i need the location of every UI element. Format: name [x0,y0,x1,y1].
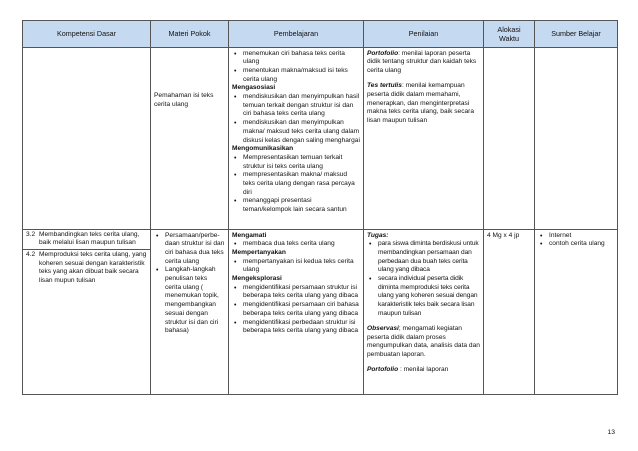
tugas-list [367,240,480,318]
table-row [23,48,618,230]
pembelajaran-cell [229,48,364,230]
sumber-list [538,232,614,249]
section-heading: Mempertanyakan [232,248,286,256]
observasi-text: ; mengamati kegiatan peserta didik dalam proses mengumpulkan data, analisis data dan pembuatan laporan. [367,325,480,359]
materi-cell [151,48,229,230]
page-number: 13 [607,429,615,436]
kd-text: Membandingkan teks cerita ulang, baik melalui lisan maupun tulisan [39,230,140,247]
list-item: • Persamaan/perbe-daan struktur isi dan ciri bahasa dua teks cerita ulang [154,232,225,267]
alokasi-cell-empty [484,48,535,230]
penilaian-cell [364,48,484,230]
sumber-cell [535,230,618,395]
materi-list [154,232,225,336]
list-item: • mempertanyakan isi kedua teks cerita ulang [232,258,360,275]
list-item: • mengidentifikasi persamaan struktur isi beberapa teks cerita ulang yang dibaca [232,284,360,301]
section-heading: Mengomunikasikan [232,145,294,153]
list-item: • mengidentifikasi perbedaan struktur isi beberapa teks cerita ulang yang dibaca [232,319,360,336]
list-item: • mengidentifikasi persamaan ciri bahasa beberapa teks cerita ulang yang dibaca [232,301,360,318]
assessment-portofolio [367,366,480,375]
table-row [23,230,618,395]
activity-list [232,154,360,215]
kd-item [26,250,147,286]
syllabus-table [22,20,618,395]
section-heading: Mengamati [232,231,267,239]
materi-text: Pemahaman isi teks cerita ulang [154,92,214,108]
tes-label: Tes tertulis [367,82,402,90]
alokasi-value: 4 Mg x 4 jp [487,231,520,239]
kd-item [23,231,150,250]
kd-cell [23,230,151,395]
kd-cell-empty [23,48,151,230]
kd-number: 3.2 [26,230,36,238]
header-alokasi: Alokasi Waktu [484,21,535,48]
portofolio-text: : menilai laporan peserta didik tentang struktur dan kaidah teks cerita ulang [367,49,477,74]
assessment-portofolio [367,50,480,76]
kd-text: Memproduksi teks cerita ulang, yang koheren sesuai dengan karakteristik teks yang akan dibuat baik secara lisan mupun tulisan [39,250,147,285]
tugas-label: Tugas: [367,231,389,239]
assessment-observasi [367,325,480,360]
list-item: • Mempresentasikan temuan terkait struktur isi teks cerita ulang [232,154,360,171]
list-item: • mendiskusikan dan menyimpulkan hasil temuan terkait dengan struktur isi dan ciri bahasa teks cerita ulang [232,93,360,119]
list-item: • menentukan makna/maksud isi teks cerita ulang [232,67,360,84]
section-heading: Mengeksplorasi [232,275,282,283]
header-materi: Materi Pokok [151,21,229,48]
observasi-label: Observasi [367,325,399,333]
portofolio-label: Portofolio [367,49,399,57]
tes-text: : menilai kemampuan peserta didik dalam memahami, menerapkan, dan menginterpretasi makna teks cerita ulang, baik secara lisan maupun tulisan [367,82,475,124]
header-pembelajaran: Pembelajaran [229,21,364,48]
header-kompetensi: Kompetensi Dasar [23,21,151,48]
activity-list [232,240,360,249]
list-item: • menanggapi presentasi teman/kelompok lain secara santun [232,197,360,214]
alokasi-cell [484,230,535,395]
header-sumber: Sumber Belajar [535,21,618,48]
list-item: • para siswa diminta berdiskusi untuk membandingkan persamaan dan perbedaan dua buah teks cerita ulang yang dibaca [367,240,480,275]
header-penilaian: Penilaian [364,21,484,48]
list-item: • mendiskusikan dan menyimpulkan makna/ maksud teks cerita ulang dalam diskusi kelas dengan saling menghargai [232,119,360,145]
activity-list [232,258,360,275]
list-item: • menemukan ciri bahasa teks cerita ulang [232,50,360,67]
portofolio-label: Portofolio [367,366,399,374]
assessment-tes [367,82,480,126]
activity-list [232,93,360,145]
table-header-row [23,21,618,48]
list-item: • contoh cerita ulang [538,240,614,249]
list-item: • Langkah-langkah penulisan teks cerita ulang ( menemukan topik, mengembangkan sesuai dengan struktur isi dan ciri bahasa) [154,266,225,336]
kd-number: 4.2 [26,250,36,258]
pembelajaran-cell [229,230,364,395]
materi-cell [151,230,229,395]
sumber-cell-empty [535,48,618,230]
list-item: • mempresentasikan makna/ maksud teks cerita ulang dengan rasa percaya diri [232,171,360,197]
section-heading: Mengasosiasi [232,84,276,92]
activity-list [232,284,360,336]
penilaian-cell [364,230,484,395]
portofolio-text: : menilai laporan [398,366,449,374]
list-item: • secara individual peserta didik diminta memproduksi teks cerita ulang yang koheren sesuai dengan karakteristik teks baik secara lisan maupun tulisan [367,275,480,319]
list-item: • membaca dua teks cerita ulang [232,240,360,249]
activity-list [232,50,360,85]
list-item: • Internet [538,232,614,241]
